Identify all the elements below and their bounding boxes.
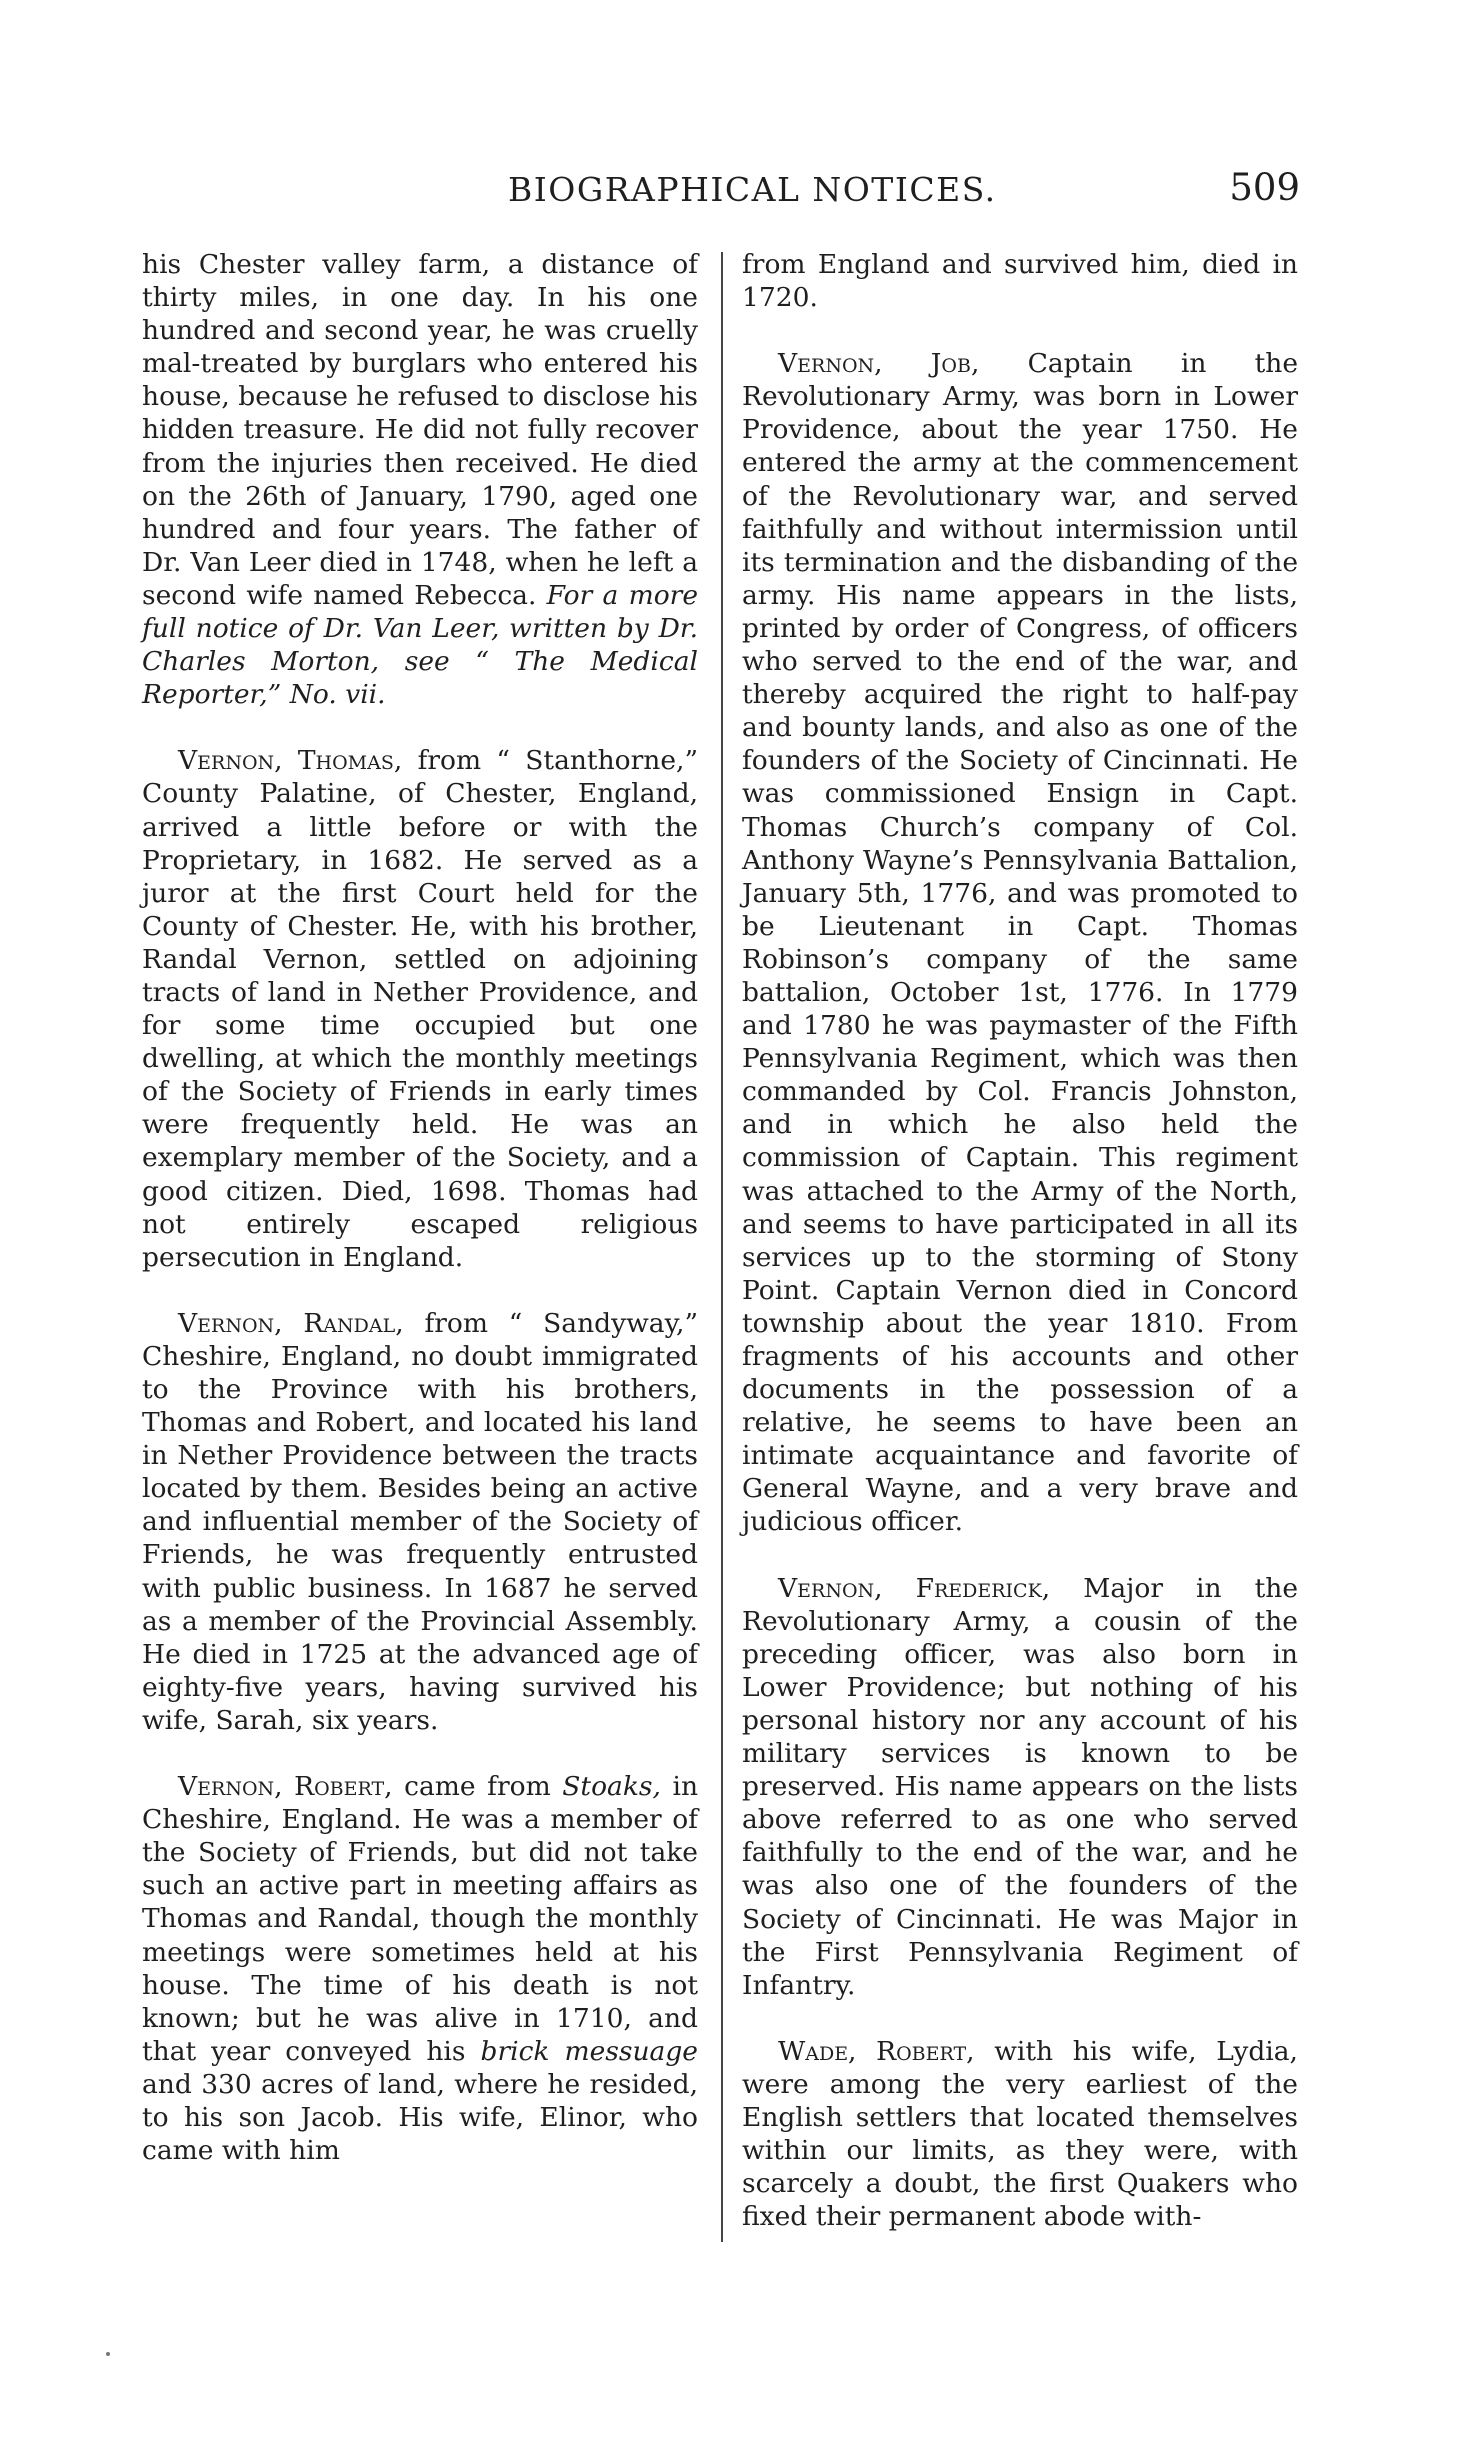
entry-paragraph — [142, 1770, 698, 2167]
entry-van-leer-continuation — [142, 248, 698, 711]
entry-text: from “ Sandyway,” Cheshire, England, no doubt immigrated to the Province with his brothers, Thomas and Robert, and located his land in Nether Providence between the tracts located by them. Besides being an active and influential member of the Society of Friends, he was frequently entrusted with public business. In 1687 he served as a member of the Provincial Assembly. He died in 1725 at the advanced age of eighty-five years, having survived his wife, Sarah, six years. — [142, 1307, 698, 1736]
entry-paragraph — [142, 248, 698, 711]
entry-paragraph — [742, 1572, 1298, 2002]
entry-vernon-job — [742, 347, 1298, 1538]
running-title: BIOGRAPHICAL NOTICES. — [508, 170, 997, 209]
entry-italic-place: Stoaks, — [562, 1771, 661, 1803]
entry-paragraph: from England and survived him, died in 1720. — [742, 249, 1298, 314]
entry-italic-term: brick messuage — [480, 2035, 698, 2067]
entry-vernon-frederick — [742, 1572, 1298, 2002]
entry-text: and 330 acres of land, where he resided, to his son Jacob. His wife, Elinor, who came with him — [142, 2068, 698, 2167]
right-column — [742, 248, 1298, 2266]
entry-vernon-randal — [142, 1307, 698, 1737]
entry-paragraph — [742, 2035, 1298, 2234]
entry-citation: For a more full notice of Dr. Van Leer, written by Dr. Charles Morton, see “ The Medical Reporter,” No. vii. — [142, 579, 699, 711]
entry-text: in Cheshire, England. He was a member of the Society of Friends, but did not take such an active part in meeting affairs as Thomas and Randal, though the monthly meetings were sometimes held at his house. The time of his death is not known; but he was alive in 1710, and that year conveyed his — [142, 1771, 699, 2067]
entry-text: his Chester valley farm, a distance of thirty miles, in one day. In his one hundred and second year, he was cruelly mal-treated by burglars who entered his house, because he refused to disclose his hidden treasure. He did not fully recover from the injuries then received. He died on the 26th of January, 1790, aged one hundred and four years. The father of Dr. Van Leer died in 1748, when he left a second wife named Rebecca. — [142, 249, 698, 611]
entry-vernon-robert-continuation — [742, 248, 1298, 314]
entry-name: Vernon, Job, — [778, 348, 980, 380]
entry-vernon-thomas — [142, 744, 698, 1274]
entry-paragraph — [142, 1307, 698, 1737]
entry-name: Vernon, Thomas, — [178, 745, 403, 777]
entry-text: Major in the Revolutionary Army, a cousin of the preceding officer, was also born in Lower Providence; but nothing of his personal history nor any account of his military services is known to be preserved. His name appears on the lists above referred to as one who served faithfully to the end of the war, and he was also one of the founders of the Society of Cincinnati. He was Major in the First Pennsylvania Regiment of Infantry. — [742, 1572, 1298, 2001]
entry-text: with his wife, Lydia, were among the very earliest of the English settlers that located themselves within our limits, as they were, with scarcely a doubt, the first Quakers who fixed their permanent abode with- — [742, 2035, 1298, 2233]
entry-wade-robert — [742, 2035, 1298, 2234]
page-number: 509 — [1229, 166, 1300, 209]
entry-text: came from — [392, 1771, 563, 1803]
entry-text: from “ Stanthorne,” County Palatine, of Chester, England, arrived a little before or with the Proprietary, in 1682. He served as a juror at the first Court held for the County of Chester. He, with his brother, Randal Vernon, settled on adjoining tracts of land in Nether Providence, and for some time occupied but one dwelling, at which the monthly meetings of the Society of Friends in early times were frequently held. He was an exemplary member of the Society, and a good citizen. Died, 1698. Thomas had not entirely escaped religious persecution in England. — [142, 745, 698, 1273]
entry-vernon-robert — [142, 1770, 698, 2167]
entry-paragraph — [742, 347, 1298, 1538]
ink-speck — [106, 2352, 110, 2356]
entry-text: Captain in the Revolutionary Army, was born in Lower Providence, about the year 1750. He entered the army at the commencement of the Revolutionary war, and served faithfully and without intermission until its termination and the disbanding of the army. His name appears in the lists, printed by order of Congress, of officers who served to the end of the war, and thereby acquired the right to half-pay and bounty lands, and also as one of the founders of the Society of Cincinnati. He was commissioned Ensign in Capt. Thomas Church’s company of Col. Anthony Wayne’s Pennsylvania Battalion, January 5th, 1776, and was promoted to be Lieutenant in Capt. Thomas Robinson’s company of the same battalion, October 1st, 1776. In 1779 and 1780 he was paymaster of the Fifth Pennsylvania Regiment, which was then commanded by Col. Francis Johnston, and in which he also held the commission of Captain. This regiment was attached to the Army of the North, and seems to have participated in all its services up to the storming of Stony Point. Captain Vernon died in Concord township about the year 1810. From fragments of his accounts and other documents in the possession of a relative, he seems to have been an intimate acquaintance and favorite of General Wayne, and a very brave and judicious officer. — [742, 348, 1298, 1538]
entry-name: Vernon, Randal, — [178, 1307, 404, 1339]
entry-name: Vernon, Frederick, — [778, 1572, 1051, 1604]
entry-paragraph — [142, 744, 698, 1274]
entry-name: Vernon, Robert, — [178, 1771, 393, 1803]
left-column — [142, 248, 698, 2200]
column-divider — [721, 252, 723, 2242]
page-header — [140, 166, 1300, 220]
entry-name: Wade, Robert, — [778, 2035, 975, 2067]
